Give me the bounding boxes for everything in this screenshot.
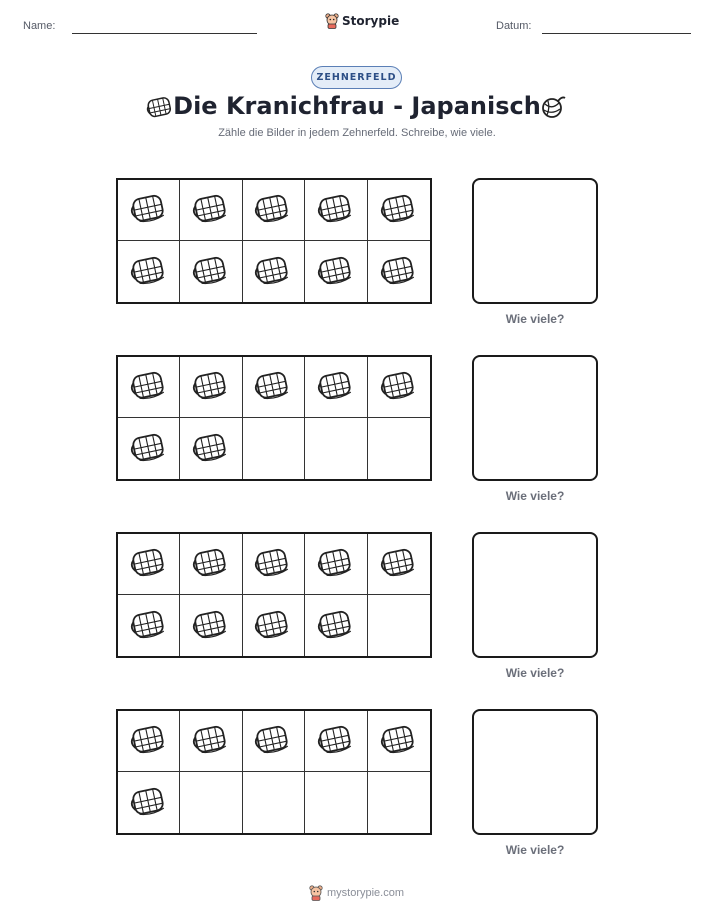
answer-box[interactable] bbox=[472, 355, 598, 481]
storypie-mascot-icon bbox=[325, 13, 339, 29]
ten-frame-cell bbox=[180, 241, 242, 302]
folded-blanket-icon bbox=[191, 191, 231, 229]
ten-frame-cell bbox=[243, 180, 305, 241]
folded-blanket-icon bbox=[316, 722, 356, 760]
ten-frame-cell bbox=[118, 772, 180, 833]
ten-frame-cell bbox=[368, 772, 430, 833]
ten-frame bbox=[116, 178, 432, 304]
folded-blanket-icon bbox=[316, 545, 356, 583]
folded-blanket-icon bbox=[129, 191, 169, 229]
ten-frame-cell bbox=[305, 711, 367, 772]
folded-blanket-icon bbox=[316, 607, 356, 645]
folded-blanket-icon bbox=[253, 368, 293, 406]
ten-frame-cell bbox=[118, 711, 180, 772]
ten-frame-cell bbox=[305, 534, 367, 595]
ten-frame-cell bbox=[118, 418, 180, 479]
folded-blanket-icon bbox=[316, 191, 356, 229]
ten-frame bbox=[116, 355, 432, 481]
folded-blanket-icon bbox=[379, 368, 419, 406]
brand-name: Storypie bbox=[342, 14, 400, 28]
folded-blanket-icon bbox=[129, 784, 169, 822]
folded-blanket-icon bbox=[253, 722, 293, 760]
folded-blanket-icon bbox=[129, 253, 169, 291]
footer-url[interactable]: mystorypie.com bbox=[327, 887, 405, 899]
ten-frame-cell bbox=[243, 357, 305, 418]
ten-frame-cell bbox=[118, 357, 180, 418]
footer bbox=[309, 885, 404, 901]
folded-blanket-icon bbox=[253, 545, 293, 583]
folded-blanket-icon bbox=[129, 607, 169, 645]
page-title: Die Kranichfrau - Japanisch bbox=[173, 92, 541, 120]
ten-frame-cell bbox=[118, 180, 180, 241]
yarn-spool-icon bbox=[539, 93, 567, 121]
answer-box[interactable] bbox=[472, 532, 598, 658]
ten-frame-cell bbox=[368, 180, 430, 241]
answer-label: Wie viele? bbox=[505, 489, 565, 503]
ten-frame-cell bbox=[243, 711, 305, 772]
ten-frame-cell bbox=[243, 241, 305, 302]
ten-frame-cell bbox=[368, 534, 430, 595]
folded-blanket-icon bbox=[129, 545, 169, 583]
folded-blanket-icon bbox=[191, 368, 231, 406]
instructions: Zähle die Bilder in jedem Zehnerfeld. Schreibe, wie viele. bbox=[218, 127, 496, 139]
folded-blanket-icon bbox=[129, 430, 169, 468]
ten-frame-cell bbox=[305, 241, 367, 302]
ten-frame-cell bbox=[305, 772, 367, 833]
ten-frame-cell bbox=[368, 711, 430, 772]
ten-frame bbox=[116, 709, 432, 835]
ten-frame-cell bbox=[180, 772, 242, 833]
ten-frame-cell bbox=[180, 418, 242, 479]
ten-frame-cell bbox=[368, 241, 430, 302]
answer-box[interactable] bbox=[472, 178, 598, 304]
folded-blanket-icon bbox=[191, 607, 231, 645]
ten-frame-cell bbox=[368, 595, 430, 656]
folded-blanket-icon bbox=[316, 253, 356, 291]
folded-blanket-icon bbox=[253, 253, 293, 291]
date-label: Datum: bbox=[496, 20, 532, 32]
ten-frame-cell bbox=[180, 180, 242, 241]
folded-blanket-icon bbox=[379, 191, 419, 229]
ten-frame bbox=[116, 532, 432, 658]
ten-frame-cell bbox=[118, 595, 180, 656]
ten-frame-cell bbox=[368, 357, 430, 418]
ten-frame-cell bbox=[305, 180, 367, 241]
ten-frame-cell bbox=[305, 595, 367, 656]
name-label: Name: bbox=[23, 20, 56, 32]
ten-frame-cell bbox=[180, 595, 242, 656]
answer-label: Wie viele? bbox=[505, 666, 565, 680]
answer-box[interactable] bbox=[472, 709, 598, 835]
folded-blanket-icon bbox=[129, 368, 169, 406]
ten-frame-cell bbox=[180, 534, 242, 595]
storypie-mascot-icon bbox=[309, 885, 323, 901]
folded-blanket-icon bbox=[191, 722, 231, 760]
name-line[interactable] bbox=[72, 33, 257, 34]
ten-frame-cell bbox=[180, 357, 242, 418]
folded-blanket-icon bbox=[253, 191, 293, 229]
folded-blanket-icon bbox=[191, 545, 231, 583]
ten-frame-cell bbox=[368, 418, 430, 479]
ten-frame-cell bbox=[243, 595, 305, 656]
folded-blanket-icon bbox=[191, 253, 231, 291]
date-line[interactable] bbox=[542, 33, 691, 34]
ten-frame-cell bbox=[118, 534, 180, 595]
ten-frame-cell bbox=[243, 418, 305, 479]
answer-label: Wie viele? bbox=[505, 312, 565, 326]
folded-blanket-icon bbox=[379, 253, 419, 291]
folded-blanket-icon bbox=[379, 722, 419, 760]
ten-frame-cell bbox=[305, 418, 367, 479]
folded-blanket-icon bbox=[129, 722, 169, 760]
ten-frame-cell bbox=[243, 772, 305, 833]
ten-frame-cell bbox=[180, 711, 242, 772]
ten-frame-cell bbox=[118, 241, 180, 302]
folded-blanket-icon bbox=[191, 430, 231, 468]
folded-blanket-icon bbox=[379, 545, 419, 583]
brand-logo bbox=[325, 13, 399, 29]
worksheet-type-badge: ZEHNERFELD bbox=[311, 66, 402, 89]
ten-frame-cell bbox=[243, 534, 305, 595]
answer-label: Wie viele? bbox=[505, 843, 565, 857]
ten-frame-cell bbox=[305, 357, 367, 418]
folded-blanket-icon bbox=[253, 607, 293, 645]
folded-blanket-icon bbox=[316, 368, 356, 406]
